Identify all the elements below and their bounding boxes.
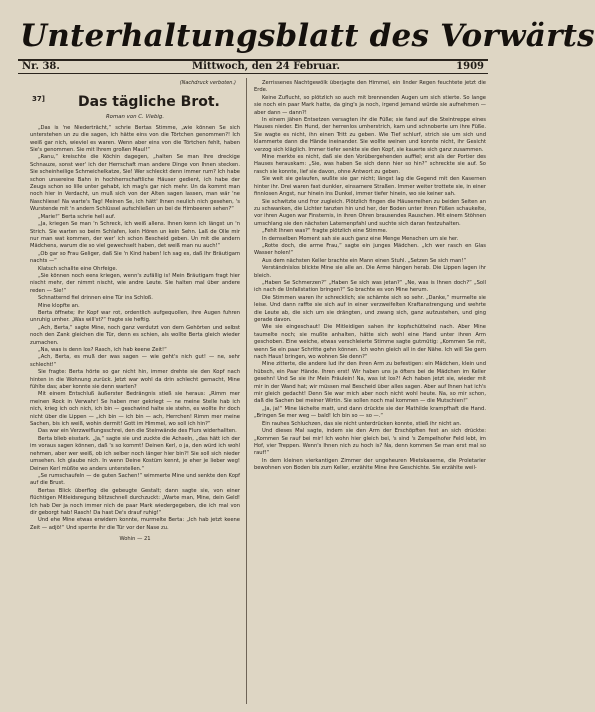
- paragraph: „Ranu,“ kreischte die Köchin dagegen, „halten Se man Ihre dreckige Schnauze, sonst wer' ich der Herrschaft man andere Dinge von Ihnen stecken. Sie scheinheilige Schmeichelkatze, Sie! Wer schleckt denn immer rum? Ich habe schon unsereine Bahn in hochherrschaftliche Häuser gedient, ich habe der Zeugs schon so lille unter gehabt, ich mag's gar nich mehr. Un da kommt man noch hier in Verdacht, un muß sich von der Alten sagen lassen, man wär 'ne Naschliese! Na warte's Tag! Meinen Se, ich hätt' Ihnen neulich nich gesehen, 's Wurstende mit 'n andern Schlüssel aufschließen un bei de Himbeeren sehen?“: [30, 154, 240, 213]
- story-heading: [30, 92, 240, 112]
- paragraph: „Rotte doch, die arme Frau,“ sagte ein junges Mädchen. „Ich wer rasch en Glas Wasser holen!“: [254, 242, 486, 257]
- paragraph: In dem kleinen vierkantigen Zimmer der ungeheuren Mietskaserne, die Proletarier bewohnen von Boden bis zum Keller, erzählte Mine ihre Geschichte. Sie erzählte weil-: [254, 457, 486, 472]
- paragraph: Mit einem Entschluß äußerster Bedrängnis stieß sie heraus: „Rimm mer meinen Rock in Verwahr! Se haben mer gekriegt — ne meine Stelle hab ich nich, krieg ich och nich, ich bin — geschwind halte sie stehn, es wollte ihr doch nicht über die Lippen — „ich bin — ich bin — ach, Herrchen! Rimm mer meine Sachen, bis ich weiß, wohin dermit! Gott im Himmel, wo soll ich hin?“: [30, 391, 240, 428]
- reprint-note: (Nachdruck verboten.): [179, 80, 236, 86]
- paragraph: Das war ein Verzweiflungsschrei, den die Steinwände des Flurs widerhallten.: [38, 428, 237, 435]
- paragraph: „Fehlt Ihnen was?“ fragte plötzlich eine Stimme.: [262, 228, 388, 235]
- paragraph: Mine zitterte, die andere lud ihr den ihren Arm zu befestigen: ein Mädchen, klein und hübsch, ein Paar Hände. Ihren erst! Wir haben uns ja öfters bei de Mädchen im Keller gesehn! Und Se sie ihr Mein Fräulein! Na, was ist los?! Ach haben jetzt sie, wieder mit mir in der Wand hat; wir müssen mal Bescheid über alles sagen. Aber auf Ihnen hat ich's mir gleich gedacht! Denn Sie war mich aber noch nicht wohl heute. Na, so mir schon, daß die Sachen bei meiner Wirtin. Sie sollen noch mal kommen — die Mutschien!“: [254, 361, 486, 405]
- paragraph: „Ach, Berta, es muß der was sagen — wie geht's nich gut! — ne, sehr schlecht!“: [30, 354, 240, 368]
- paragraph: Klatsch schallte eine Ohrfeige.: [38, 265, 118, 272]
- byline: Roman von C. Viebig.: [105, 114, 165, 121]
- paragraph: „Se rumschaufeln — de guten Sachen!“ wimmerte Mine und senkte den Kopf auf die Brust.: [30, 472, 240, 487]
- column-divider: [246, 78, 247, 704]
- paragraph: „Das is 'ne Niederträcht,“ schrie Bertas Stimme, „wie können Se sich unterstehen un zu die sagen, ich hätte eins von die Törtchen genommen?! Ich weiß gar nich, wieviel es waren. Wenn aber eins von die Törtchen fehlt, haben Sie's genommen. Sie mit Ihrem großen Maul!“: [30, 124, 240, 154]
- paragraph: „Haben Se Schmerzen?“ „Haben Se sich was jetan?“ „Ne, was is Ihnen doch?“ „Soll ich nach de Unfallstation bringen?“ So brachte es von Mine herum.: [254, 279, 486, 294]
- paragraph: Mine klopfte an.: [38, 302, 80, 309]
- paragraph: Keine Zuflucht, so plötzlich so auch mit brennenden Augen um sich stierte. So lange sie noch ein paar Mark hatte, da ging's ja noch, irgend jemand würde sie aufnehmen — aber dann — dann?!: [254, 94, 486, 116]
- paragraph: Berta blieb eisstark. „Ja,“ sagte sie und zuckte die Achseln, „das hätt ich der im voraus sagen können, daß 's so kommt! Deinen Kerl, o ja, den würd ich wohl nehmen, aber wer weiß, ob ich selber noch länger hier bin?! Sie soll sich nieder umsehen. Ich glaube nich. In wenn Deine Kostüm kennt, je eher je lieber weg! Deinen Kerl müßte wo anders unterstellen.“: [30, 435, 240, 472]
- chapter-number: 37]: [32, 95, 45, 104]
- paragraph: Und dieses Mal sagte, indem sie den Arm der Erschöpften fest an sich drückte: „Kommen Se rauf bei mir! Ich wohn hier gleich bei, 's sind 's Zempelhofer Feld lebt, im Hof, vier Treppen. Wenn's Ihnen nich zu hoch is? Na, denn kommen Se man erst mal so rauf!“: [254, 428, 486, 457]
- paragraph: Bertas Blick überflog die gebeugte Gestalt; dann sagte sie, von einer flüchtigen Mitleidsregung blitzschnell durchzuckt: „Warte man, Mine, dein Geld! Ich hab Der ja noch immer nich de paar Mark wiedergegeben, die ich mal von dir geborgt hab! Rasch! Da hast De's drauf ruhig!“: [30, 487, 240, 516]
- paragraph: Zerrissenes Nachtgewölk überjagte den Himmel, ein linder Regen feuchtete jetzt die Erde.: [254, 80, 486, 94]
- paragraph: In einem jähen Entsetzen versagten ihr die Füße; sie fand auf die Steintreppe eines Hauses nieder. Ein Hund, der herrenlos umherstrich, kam und schnoberte um ihre Füße. Sie wagte es nicht, ihn einen Tritt zu geben. Wie Tief schlurf, strich sie um sich und klammerte dann die Hände ineinander. Sie wollte weinen und konnte nicht, ihr Gesicht verzog sich kläglich. Immer tiefer senkte sie den Kopf, sie kauerte sich ganz zusammen.: [254, 117, 486, 153]
- paragraph: Sie fragte: Berta hörte so gar nicht hin, immer drehte sie den Kopf nach hinten in die Wohnung zurück. Jetzt war wohl da drin schlecht gemacht, Mine fühlte das; aber konnte sie denn warten?: [30, 369, 240, 391]
- story-title: Das tägliche Brot.: [78, 94, 220, 111]
- paragraph: Die Stimmen waren ihr schrecklich; sie schämte sich so sehr. „Danke,“ murmelte sie leise. Und dann raffte sie sich auf in einer verzweifelten Kraftanstrengung und wehrte die Leute ab, die sich um sie drängten, und zwang sich, ganz aufzustehen, und ging gerade davon.: [254, 294, 486, 323]
- paragraph: Sie weit sie gelaufen, wußte sie gar nicht; längst lag die Gegend mit den Kasernen hinter ihr. Drei waren fast dunkler, einsamere Straßen. Immer weiter trottete sie, in einer finnlosen Angst, nur hinein ins Dunkel, immer tiefer hinein, wo sie keiner sah.: [254, 176, 486, 198]
- sub-rule: [18, 73, 488, 74]
- paragraph: Und ehe Mine etwas erwidern konnte, murmelte Berta: „Ich hab jetzt keene Zeit — adjö!“ Und sperrte ihr die Tür vor der Nase zu.: [30, 517, 240, 531]
- paragraph: Mine merkte es nicht, daß sie den Vorübergehenden auffiel; erst als der Portier des Hauses herauskam: „Sie, was haben Se sich denn hier so hin?“ schreckte sie auf. So rasch sie konnte, lief sie davon, ohne Antwort zu geben.: [254, 154, 486, 175]
- paragraph: „Ob gar so Frau Geliger, daß Sie 'n Kind haben! Ich sag es, daß Ihr Bräutigam nachts —“: [30, 250, 240, 265]
- issue-date: Mittwoch, den 24 Februar.: [192, 61, 340, 72]
- left-column: [30, 80, 240, 702]
- paragraph: Berta öffnete; ihr Kopf war rot, ordentlich aufgequollen, ihre Augen fuhren unruhig umher. „Was will'st?“ fragte sie heftig.: [30, 309, 240, 324]
- issue-year: 1909: [456, 61, 484, 72]
- paragraph: Wie sie eingeschaut! Die Mitleidigen sahen ihr kopfschüttelnd nach. Aber Mine taumelte noch; sie mußte anhalten, hätte sich wohl eine Hand unter ihren Arm geschoben. Eine weiche, etwas verschleierte Stimme sagte gutmütig: „Kommen Se mit, wenn Se ein paar Schritte gehn können. Ich wohn gleich all in der Nähe. Ich will Sie gern nach Haus! bringen, wo wohnen Sie denn?“: [254, 324, 486, 361]
- paragraph: In demselben Moment sah sie auch ganz eine Menge Menschen um sie her.: [262, 235, 459, 242]
- paragraph: „Ach, Berta,“ sagte Mine, noch ganz verdutzt von dem Gehörten und selbst noch den Zank gleichen die Tür, denn es schien, als wollte Berta gleich wieder zumachen.: [30, 324, 240, 346]
- paragraph: Verständnislos blickte Mine sie alle an. Die Arme hängen herab. Die Lippen lagen ihr bleich.: [254, 265, 486, 279]
- paragraph: „Ja, ja!“ Mine lächelte matt, und dann drückte sie der Mathilde krampfhaft die Hand. „Bringen Se mer weg — bald! Ich bin so — so —.“: [254, 405, 486, 420]
- paragraph: Ein rauhes Schluchzen, das sie nicht unterdrücken konnte, stieß ihr nicht an.: [262, 420, 462, 427]
- right-column: [254, 80, 486, 702]
- paragraph: „Marie!“ Berta schrie hell auf.: [38, 213, 116, 220]
- paragraph: Aus dem nächsten Keller brachte ein Mann einen Stuhl. „Setzen Se sich man!“: [262, 257, 467, 264]
- paragraph: „Ja, kriegen Se man 'n Schreck, ich weiß allens. Ihnen kenn ich längst un 'n Strich. Sie warten so beim Schlafen, kein Hören un kein Sehn. Laß de Olle mir nur man wat kommen, der wer' ich schon Bescheid geben. Un mit die andern Mädchens, warum die so viel gewechselt haben, det weiß man nu auch!“: [30, 221, 240, 250]
- masthead-title: Unterhaltungsblatt des Vorwärts: [20, 18, 595, 54]
- issue-line: [22, 60, 484, 73]
- paragraph: Schnatternd fiel drinnen eine Tür ins Schloß.: [38, 295, 153, 302]
- issue-number: Nr. 38.: [22, 61, 60, 72]
- paragraph: „Sie können noch eens kriegen, wenn's zufällig is! Mein Bräutigam fragt hier nischt mehr, der nimmt nischt, wie andre Leute. Sie halten mal über andere reden — Sie!“: [30, 272, 240, 294]
- column-footer: Wohin — 21: [119, 536, 151, 543]
- paragraph: „Na, was is denn los? Rasch, ich hab keene Zeit!“: [38, 347, 167, 353]
- paragraph: Sie schwitzte und fror zugleich. Plötzlich fingen die Häuserreihen zu beiden Seiten an zu schwanken, die Lichter tanzten hin und her, der Boden unter ihren Füßen schaukelte, vor ihren Augen war Finsternis, in ihren Ohren brausendes Rauschen. Mit einem Stöhnen umschlang sie den nächsten Laternenpfahl und suchte sich daran festzuhalten.: [254, 198, 486, 227]
